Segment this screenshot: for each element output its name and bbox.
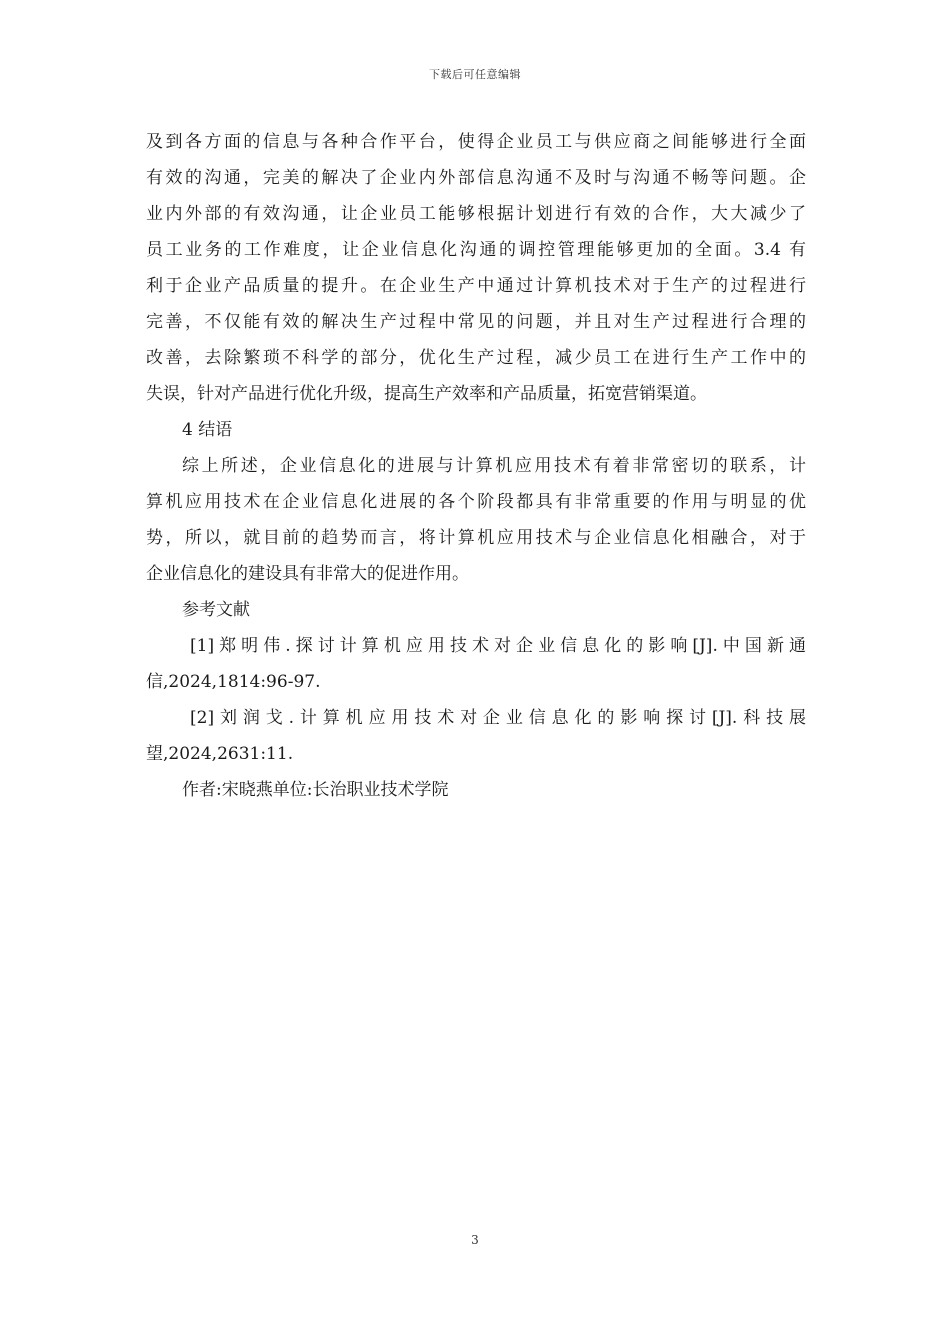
- text-line: 有效的沟通，完美的解决了企业内外部信息沟通不及时与沟通不畅等问题。企: [146, 168, 806, 188]
- reference-item-2: [146, 700, 806, 772]
- text-line: 信,2024,1814:96-97.: [146, 672, 321, 692]
- section-heading: 4 结语: [182, 420, 233, 440]
- reference-item-1: [146, 628, 806, 700]
- document-body: [146, 124, 806, 808]
- text-line: 算机应用技术在企业信息化进展的各个阶段都具有非常重要的作用与明显的优: [146, 492, 806, 512]
- text-line: 企业信息化的建设具有非常大的促进作用。: [146, 564, 469, 584]
- text-line: 完善，不仅能有效的解决生产过程中常见的问题，并且对生产过程进行合理的: [146, 312, 806, 332]
- text-line: [2]刘润戈.计算机应用技术对企业信息化的影响探讨[J].科技展: [190, 708, 806, 728]
- header-note: 下载后可任意编辑: [429, 68, 521, 81]
- paragraph-1: [146, 124, 806, 412]
- paragraph-2: [146, 448, 806, 592]
- text-line: 员工业务的工作难度，让企业信息化沟通的调控管理能够更加的全面。3.4 有: [146, 240, 806, 260]
- text-line: [1]郑明伟.探讨计算机应用技术对企业信息化的影响[J].中国新通: [190, 636, 806, 656]
- text-line: 综上所述，企业信息化的进展与计算机应用技术有着非常密切的联系，计: [182, 456, 806, 476]
- author-line: 作者:宋晓燕单位:长治职业技术学院: [182, 780, 449, 800]
- page-number: 3: [471, 1233, 479, 1247]
- text-line: 业内外部的有效沟通，让企业员工能够根据计划进行有效的合作，大大减少了: [146, 204, 806, 224]
- text-line: 利于企业产品质量的提升。在企业生产中通过计算机技术对于生产的过程进行: [146, 276, 806, 296]
- text-line: 及到各方面的信息与各种合作平台，使得企业员工与供应商之间能够进行全面: [146, 132, 806, 152]
- text-line: 望,2024,2631:11.: [146, 744, 294, 764]
- references-heading: 参考文献: [182, 600, 250, 620]
- text-line: 失误，针对产品进行优化升级，提高生产效率和产品质量，拓宽营销渠道。: [146, 384, 707, 404]
- text-line: 改善，去除繁琐不科学的部分，优化生产过程，减少员工在进行生产工作中的: [146, 348, 806, 368]
- text-line: 势，所以，就目前的趋势而言，将计算机应用技术与企业信息化相融合，对于: [146, 528, 806, 548]
